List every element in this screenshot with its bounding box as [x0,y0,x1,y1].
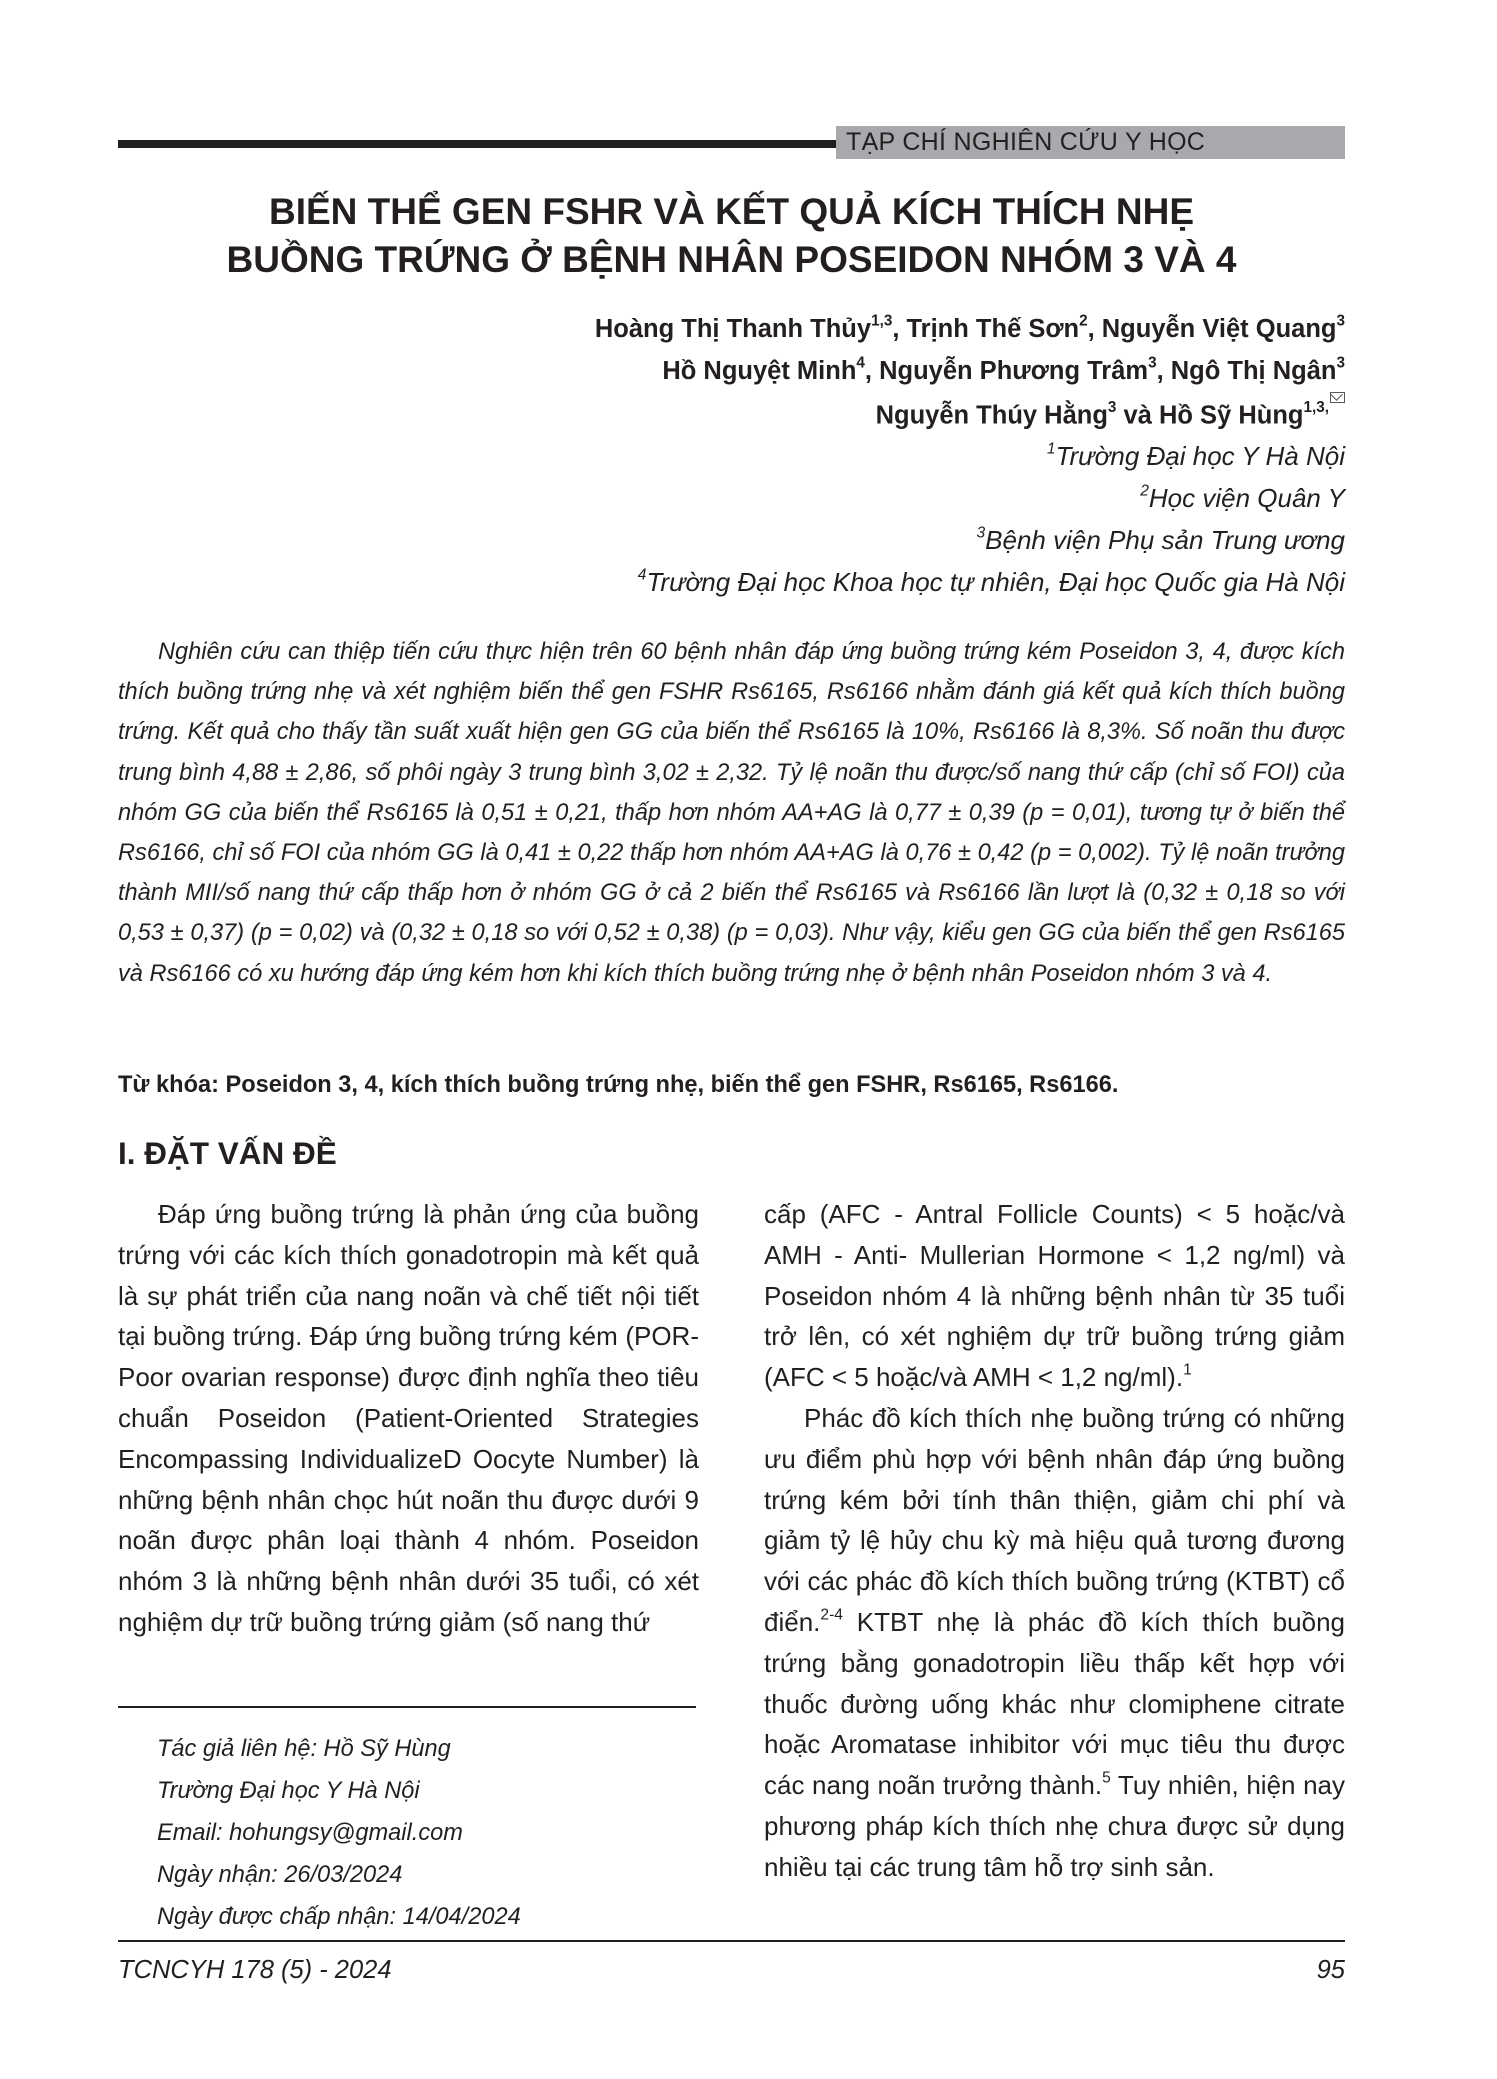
paragraph-text: Phác đồ kích thích nhẹ buồng trứng có những ưu điểm phù hợp với bệnh nhân đáp ứng buồng trứng kém bởi tính thân thiện, giảm chi phí và giảm tỷ lệ hủy chu kỳ mà hiệu quả tương đương với các phác đồ kích thích buồng trứng (KTBT) cổ điển. [764,1402,1345,1637]
author-line [118,350,1345,392]
page-number: 95 [1316,1956,1345,1984]
affiliation-list [118,435,1345,603]
affiliation-number: 3 [976,524,986,542]
affiliation-number: 2 [1140,482,1149,500]
author-line [118,308,1345,350]
footer-rule [118,1940,1345,1942]
author-name: Nguyễn Việt Quang [1101,315,1337,343]
journal-header-label: TẠP CHÍ NGHIÊN CỨU Y HỌC [846,128,1206,156]
author-affil-sup: 3 [1336,354,1345,372]
author-separator: , [892,315,907,343]
article-title [118,188,1345,284]
author-name: Nguyễn Phương Trâm [879,357,1149,385]
header-rule [118,140,836,148]
body-paragraph: Đáp ứng buồng trứng là phản ứng của buồng trứng với các kích thích gonadotropin mà kết quả là sự phát triển của nang noãn và chế tiết nội tiết tại buồng trứng. Đáp ứng buồng trứng kém (POR- Poor ovarian response) được định nghĩa theo tiêu chuẩn Poseidon (Patient-Oriented Strategies Encompassing IndividualizeD Oocyte Number) là những bệnh nhân chọc hút noãn thu được dưới 9 noãn được phân loại thành 4 nhóm. Poseidon nhóm 3 là những bệnh nhân dưới 35 tuổi, có xét nghiệm dự trữ buồng trứng giảm (số nang thứ [118,1199,699,1637]
footnote-rule [118,1706,696,1708]
author-name: Nguyễn Thúy Hằng [875,401,1108,430]
title-line-1: BIẾN THỂ GEN FSHR VÀ KẾT QUẢ KÍCH THÍCH NHẸ [268,191,1195,232]
accepted-date: Ngày được chấp nhận: 14/04/2024 [157,1904,521,1930]
paragraph-text: KTBT nhẹ là phác đồ kích thích buồng trứng bằng gonadotropin liều thấp kết hợp với thuốc đường uống khác như clomiphene citrate hoặc Aromatase inhibitor với mục tiêu thu được các nang noãn trưởng thành. [764,1606,1345,1801]
author-affil-sup: 3 [1148,354,1157,372]
affiliation-item [118,435,1345,477]
author-line [118,392,1345,436]
reference-marker: 1 [1183,1361,1192,1379]
received-date: Ngày nhận: 26/03/2024 [157,1862,403,1888]
affiliation-text: Học viện Quân Y [1148,483,1345,513]
affiliation-item [118,477,1345,519]
author-name: Ngô Thị Ngân [1170,357,1337,385]
author-affil-sup: 3 [1107,398,1117,416]
author-name: Hồ Sỹ Hùng [1158,401,1304,430]
footer-citation: TCNCYH 178 (5) - 2024 [118,1956,392,1984]
author-affil-sup: 1,3 [871,312,893,330]
affiliation-number: 1 [1046,440,1056,458]
reference-marker: 2-4 [820,1606,843,1624]
author-affil-sup: 3 [1336,312,1345,330]
paragraph-text: Tuy nhiên, hiện nay phương pháp kích thích nhẹ chưa được sử dụng nhiều tại các trung tâm hỗ trợ sinh sản. [764,1770,1346,1882]
correspondence-author: Tác giả liên hệ: Hồ Sỹ Hùng [157,1736,451,1762]
author-affil-sup: 1,3, [1303,398,1329,416]
author-name: Hoàng Thị Thanh Thủy [594,315,872,343]
author-affil-sup: 2 [1079,312,1088,330]
correspondence-email: Email: hohungsy@gmail.com [157,1820,463,1846]
title-line-2: BUỒNG TRỨNG Ở BỆNH NHÂN POSEIDON NHÓM 3 VÀ 4 [226,239,1237,280]
affiliation-text: Trường Đại học Y Hà Nội [1055,441,1345,471]
affiliation-item [118,561,1345,603]
author-separator: , [1087,315,1102,343]
abstract: Nghiên cứu can thiệp tiến cứu thực hiện trên 60 bệnh nhân đáp ứng buồng trứng kém Poseidon 3, 4, được kích thích buồng trứng nhẹ và xét nghiệm biến thể gen FSHR Rs6165, Rs6166 nhằm đánh giá kết quả kích thích buồng trứng. Kết quả cho thấy tần suất xuất hiện gen GG của biến thể Rs6165 là 10%, Rs6166 là 8,3%. Số noãn thu được trung bình 4,88 ± 2,86, số phôi ngày 3 trung bình 3,02 ± 2,32. Tỷ lệ noãn thu được/số nang thứ cấp (chỉ số FOI) của nhóm GG của biến thể Rs6165 là 0,51 ± 0,21, thấp hơn nhóm AA+AG là 0,77 ± 0,39 (p = 0,01), tương tự ở biến thể Rs6166, chỉ số FOI của nhóm GG là 0,41 ± 0,22 thấp hơn nhóm AA+AG là 0,76 ± 0,42 (p = 0,002). Tỷ lệ noãn trưởng thành MII/số nang thứ cấp thấp hơn ở nhóm GG ở cả 2 biến thể Rs6165 và Rs6166 lần lượt là (0,32 ± 0,18 so với 0,53 ± 0,37) (p = 0,02) và (0,32 ± 0,18 so với 0,52 ± 0,38) (p = 0,03). Như vậy, kiểu gen GG của biến thể gen Rs6165 và Rs6166 có xu hướng đáp ứng kém hơn khi kích thích buồng trứng nhẹ ở bệnh nhân Poseidon nhóm 3 và 4. [118,639,1345,987]
author-name: Hồ Nguyệt Minh [662,357,857,385]
author-name: Trịnh Thế Sơn [906,315,1080,343]
body-column-left [118,1194,699,1643]
body-paragraph [764,1398,1345,1888]
body-column-right [764,1194,1345,1888]
section-heading: I. ĐẶT VẤN ĐỀ [118,1135,337,1171]
correspondence-footnote [157,1728,697,1938]
envelope-icon [1330,392,1345,403]
paragraph-text: cấp (AFC - Antral Follicle Counts) < 5 hoặc/và AMH - Anti- Mullerian Hormone < 1,2 ng/ml) và Poseidon nhóm 4 là những bệnh nhân từ 35 tuổi trở lên, có xét nghiệm dự trữ buồng trứng giảm (AFC < 5 hoặc/và AMH < 1,2 ng/ml). [764,1199,1345,1393]
reference-marker: 5 [1102,1769,1111,1787]
affiliation-text: Bệnh viện Phụ sản Trung ương [985,525,1345,555]
affiliation-number: 4 [637,566,647,584]
author-list [118,308,1345,436]
affiliation-item [118,519,1345,561]
author-separator: , [1156,357,1171,385]
correspondence-institution: Trường Đại học Y Hà Nội [157,1778,420,1804]
affiliation-text: Trường Đại học Khoa học tự nhiên, Đại học Quốc gia Hà Nội [646,567,1345,597]
author-affil-sup: 4 [856,354,865,372]
author-separator: , [864,357,880,385]
keywords: Từ khóa: Poseidon 3, 4, kích thích buồng trứng nhẹ, biến thể gen FSHR, Rs6165, Rs6166. [118,1072,1119,1098]
author-separator: và [1116,401,1159,430]
body-paragraph [764,1194,1345,1398]
